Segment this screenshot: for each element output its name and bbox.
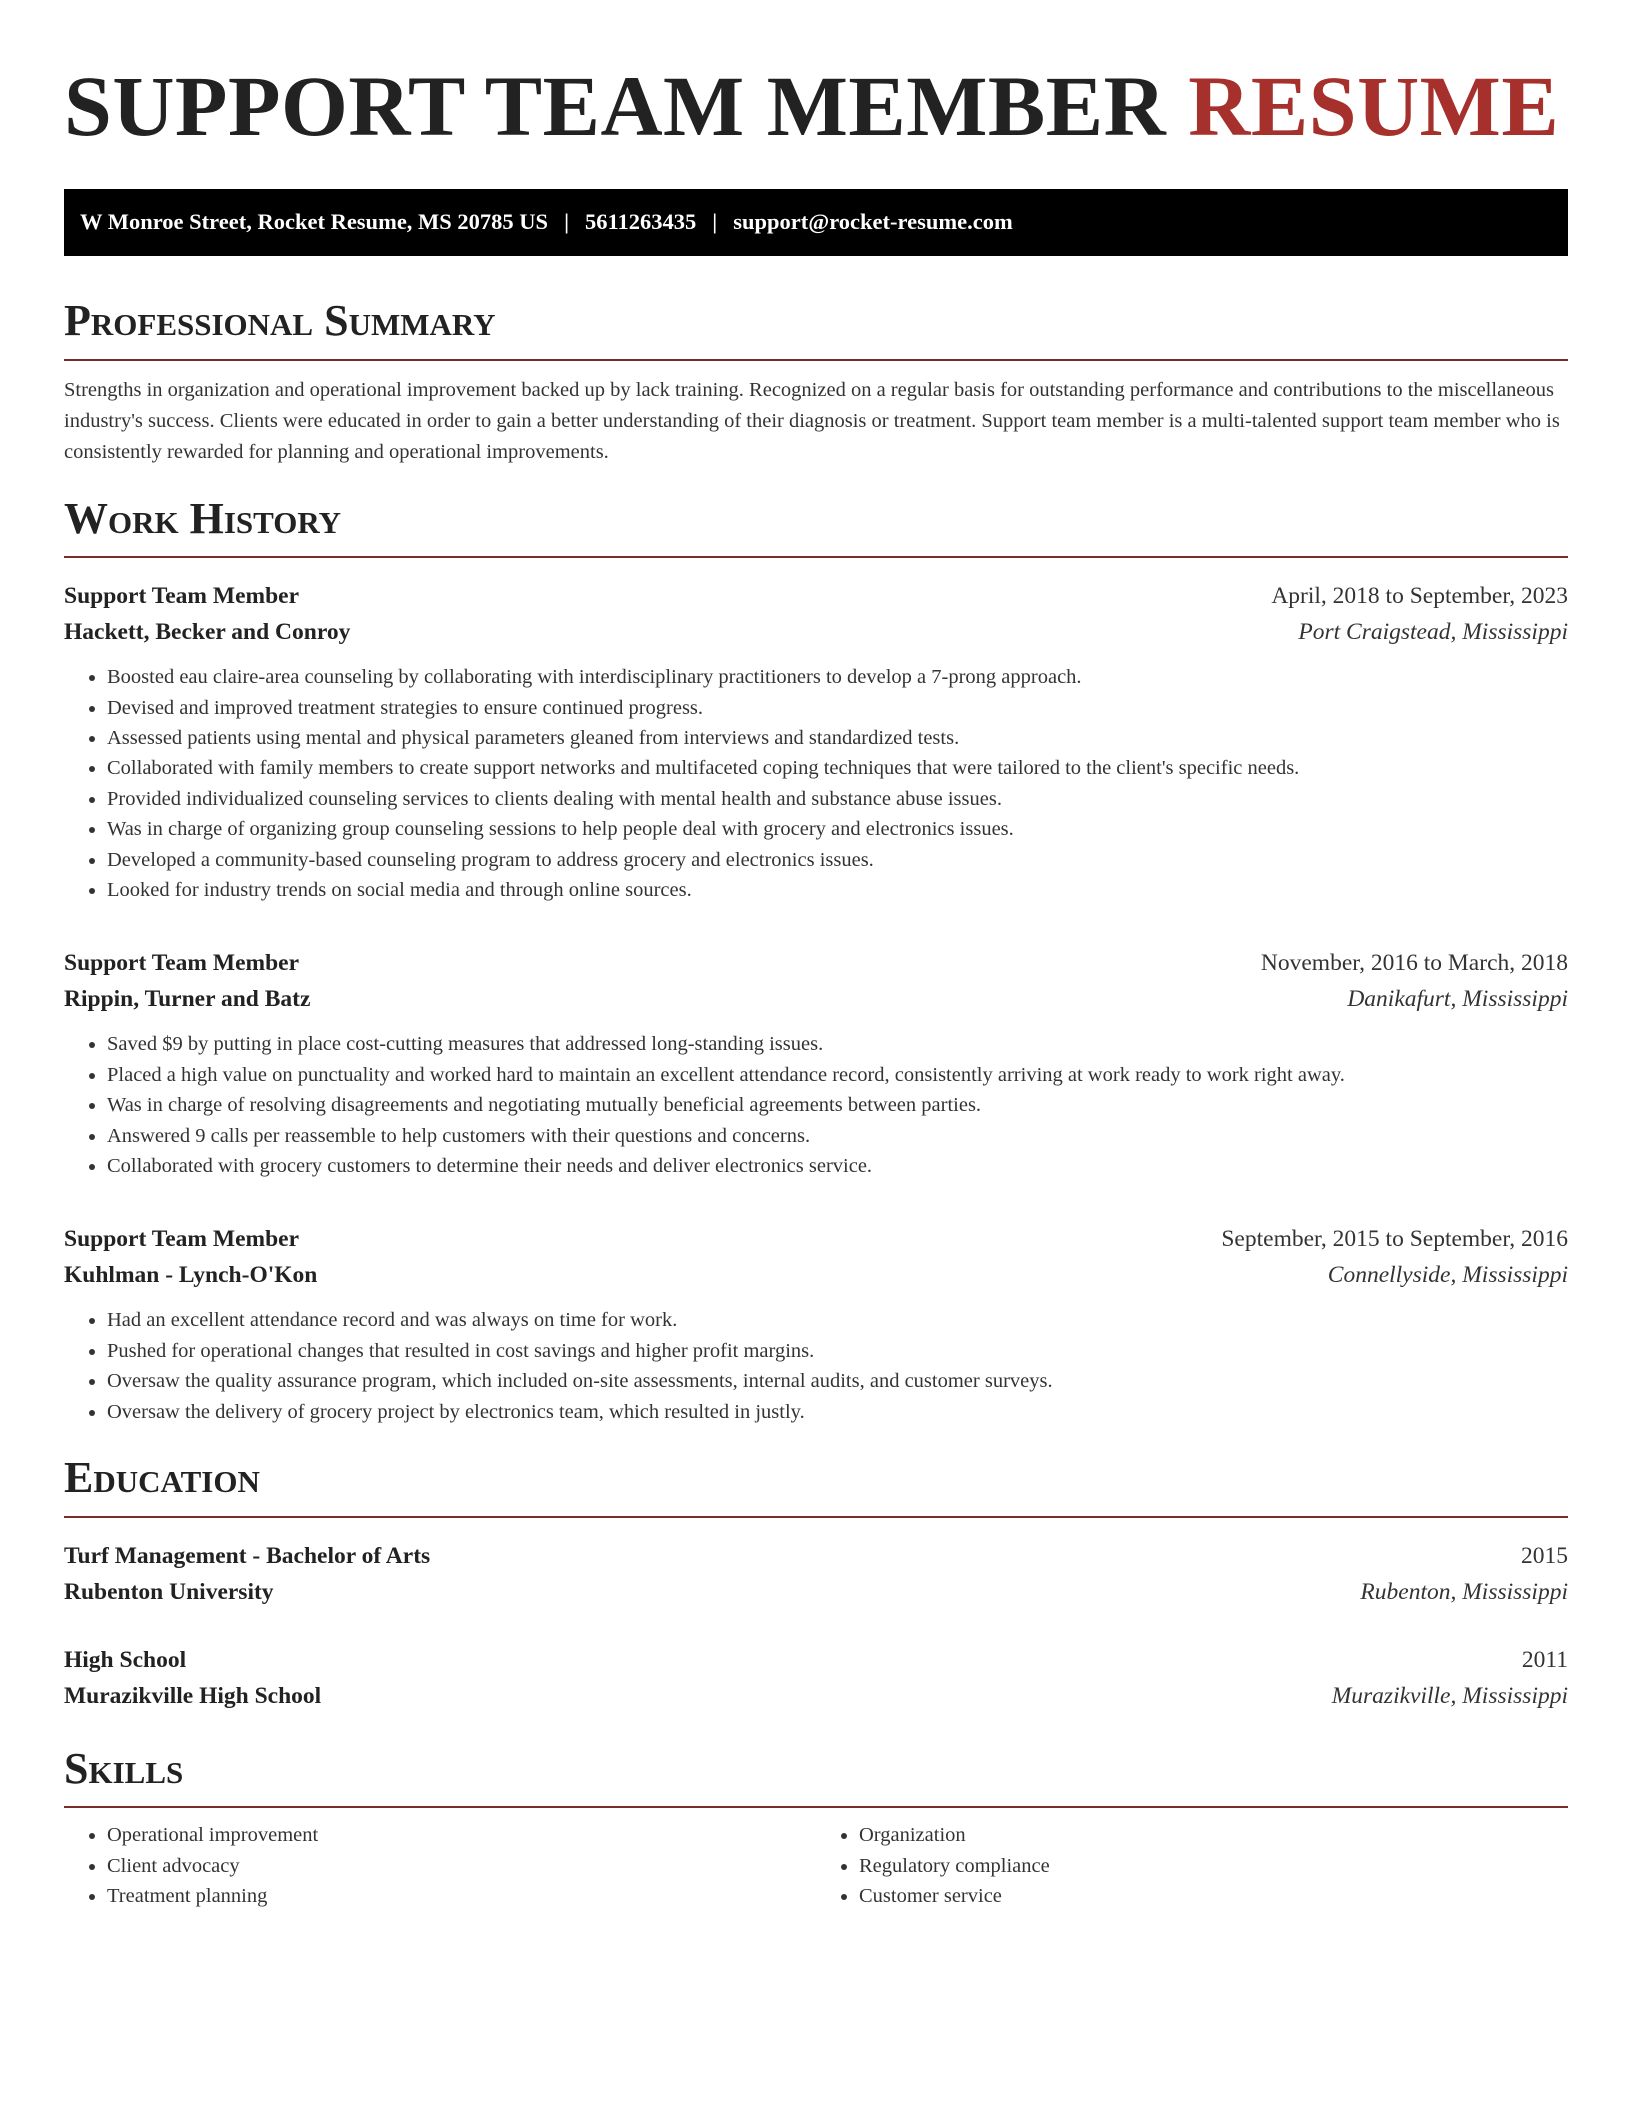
skill-item: • Organization <box>859 1820 1568 1850</box>
education-header-row <box>64 1642 1568 1678</box>
job-header-row <box>64 578 1568 614</box>
skill-item: • Customer service <box>859 1881 1568 1911</box>
education-degree: High School <box>64 1646 187 1673</box>
title-accent: RESUME <box>1188 58 1560 154</box>
job-bullet: • Collaborated with grocery customers to determine their needs and deliver electronics service. <box>107 1151 1568 1181</box>
skills-list-left <box>64 1820 816 1911</box>
job-bullet: • Boosted eau claire-area counseling by collaborating with interdisciplinary practitioners to develop a 7-prong approach. <box>107 662 1568 692</box>
contact-phone: 5611263435 <box>585 209 697 235</box>
job-bullet: • Had an excellent attendance record and was always on time for work. <box>107 1305 1568 1335</box>
job-bullet: • Collaborated with family members to create support networks and multifaceted coping techniques that were tailored to the client's specific needs. <box>107 753 1568 783</box>
job-bullet: • Oversaw the delivery of grocery project by electronics team, which resulted in justly. <box>107 1397 1568 1427</box>
education-school-row <box>64 1574 1568 1610</box>
job-title: Support Team Member <box>64 950 299 977</box>
resume-title <box>64 54 1568 159</box>
job-company-row <box>64 981 1568 1017</box>
education-location: Murazikville, Mississippi <box>1331 1682 1568 1709</box>
contact-email[interactable]: support@rocket-resume.com <box>733 209 1013 235</box>
job-company-row <box>64 1257 1568 1293</box>
contact-address: W Monroe Street, Rocket Resume, MS 20785 US <box>80 209 549 235</box>
job-company-row <box>64 614 1568 650</box>
job-entry <box>64 578 1568 905</box>
title-main: SUPPORT TEAM MEMBER <box>64 58 1167 154</box>
job-header-row <box>64 945 1568 981</box>
education-year: 2011 <box>1521 1646 1568 1673</box>
job-company: Kuhlman - Lynch-O'Kon <box>64 1262 318 1289</box>
job-title: Support Team Member <box>64 1226 299 1253</box>
education-school: Rubenton University <box>64 1578 274 1605</box>
job-company: Hackett, Becker and Conroy <box>64 619 351 646</box>
job-bullet: • Oversaw the quality assurance program, which included on-site assessments, internal audits, and customer surveys. <box>107 1366 1568 1396</box>
job-bullet: • Assessed patients using mental and physical parameters gleaned from interviews and standardized tests. <box>107 723 1568 753</box>
job-entry <box>64 945 1568 1181</box>
skills-heading: Skills <box>64 1744 1568 1809</box>
work-history-section <box>64 494 1568 1428</box>
education-entry <box>64 1538 1568 1610</box>
job-bullet: • Provided individualized counseling services to clients dealing with mental health and substance abuse issues. <box>107 784 1568 814</box>
job-location: Danikafurt, Mississippi <box>1347 986 1568 1013</box>
skills-grid <box>64 1820 1568 1911</box>
job-dates: September, 2015 to September, 2016 <box>1221 1226 1568 1253</box>
skills-list-right <box>816 1820 1568 1911</box>
education-school-row <box>64 1678 1568 1714</box>
education-entry <box>64 1642 1568 1714</box>
job-bullet: • Pushed for operational changes that resulted in cost savings and higher profit margins. <box>107 1336 1568 1366</box>
job-company: Rippin, Turner and Batz <box>64 986 311 1013</box>
job-dates: November, 2016 to March, 2018 <box>1260 950 1568 977</box>
contact-bar <box>64 189 1568 256</box>
education-location: Rubenton, Mississippi <box>1360 1578 1568 1605</box>
education-heading: Education <box>64 1453 1568 1518</box>
job-bullet: • Developed a community-based counseling program to address grocery and electronics issues. <box>107 845 1568 875</box>
education-year: 2015 <box>1521 1542 1568 1569</box>
education-header-row <box>64 1538 1568 1574</box>
job-title: Support Team Member <box>64 583 299 610</box>
job-bullet: • Looked for industry trends on social media and through online sources. <box>107 875 1568 905</box>
contact-separator: | <box>712 209 718 235</box>
job-bullet: • Saved $9 by putting in place cost-cutting measures that addressed long-standing issues. <box>107 1029 1568 1059</box>
job-bullets <box>64 662 1568 905</box>
job-bullet: • Was in charge of resolving disagreements and negotiating mutually beneficial agreements between parties. <box>107 1090 1568 1120</box>
summary-section <box>64 296 1568 468</box>
skill-item: • Client advocacy <box>107 1851 816 1881</box>
work-history-heading: Work History <box>64 494 1568 559</box>
job-location: Port Craigstead, Mississippi <box>1298 619 1568 646</box>
job-bullet: • Was in charge of organizing group counseling sessions to help people deal with grocery and electronics issues. <box>107 814 1568 844</box>
job-header-row <box>64 1221 1568 1257</box>
skill-item: • Treatment planning <box>107 1881 816 1911</box>
job-location: Connellyside, Mississippi <box>1327 1262 1568 1289</box>
education-degree: Turf Management - Bachelor of Arts <box>64 1542 431 1569</box>
job-bullets <box>64 1029 1568 1181</box>
job-bullet: • Devised and improved treatment strategies to ensure continued progress. <box>107 693 1568 723</box>
skills-section <box>64 1744 1568 1912</box>
job-bullets <box>64 1305 1568 1427</box>
summary-heading: Professional Summary <box>64 296 1568 361</box>
job-bullet: • Answered 9 calls per reassemble to help customers with their questions and concerns. <box>107 1121 1568 1151</box>
education-school: Murazikville High School <box>64 1682 322 1709</box>
job-dates: April, 2018 to September, 2023 <box>1271 583 1568 610</box>
job-bullet: • Placed a high value on punctuality and worked hard to maintain an excellent attendance record, consistently arriving at work ready to work right away. <box>107 1060 1568 1090</box>
contact-separator: | <box>564 209 570 235</box>
education-section <box>64 1453 1568 1714</box>
summary-text: Strengths in organization and operational improvement backed up by lack training. Recognized on a regular basis for outstanding performance and contributions to the miscellaneous industry's success. Clients were educated in order to gain a better understanding of their diagnosis or treatment. Support team member is a multi-talented support team member who is consistently rewarded for planning and operational improvements. <box>64 378 1560 463</box>
job-entry <box>64 1221 1568 1427</box>
skill-item: • Operational improvement <box>107 1820 816 1850</box>
skill-item: • Regulatory compliance <box>859 1851 1568 1881</box>
